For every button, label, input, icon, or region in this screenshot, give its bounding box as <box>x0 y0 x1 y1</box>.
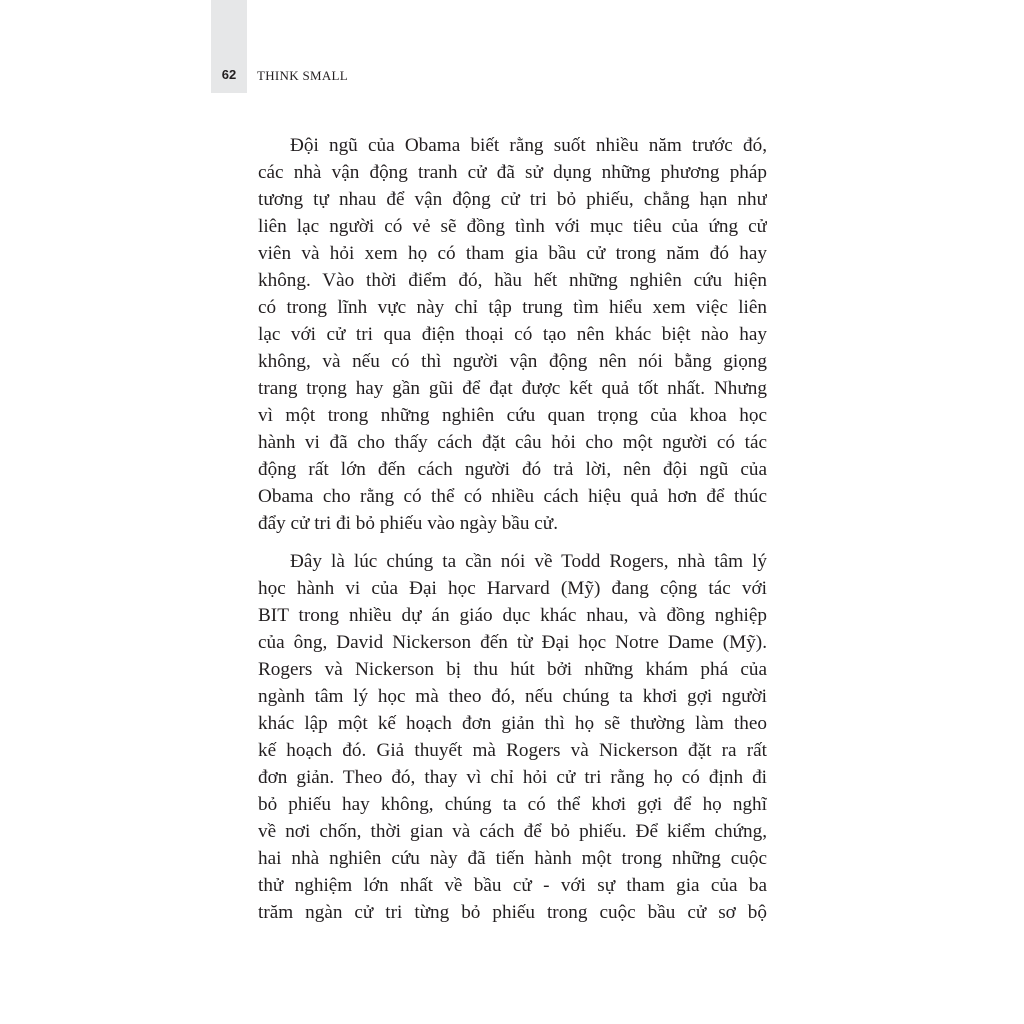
text-line: của ông, David Nickerson đến từ Đại học Notre Dame (Mỹ). <box>258 632 767 653</box>
text-line: đẩy cử tri đi bỏ phiếu vào ngày bầu cử. <box>258 513 559 534</box>
text-line: tương tự nhau để vận động cử tri bỏ phiếu, chẳng hạn như <box>258 189 767 210</box>
text-line: về nơi chốn, thời gian và cách để bỏ phiếu. Để kiểm chứng, <box>258 821 767 842</box>
text-line: khác lập một kế hoạch đơn giản thì họ sẽ thường làm theo <box>258 713 767 734</box>
text-line: liên lạc người có vẻ sẽ đồng tình với mục tiêu của ứng cử <box>258 216 767 237</box>
text-line: động rất lớn đến cách người đó trả lời, nên đội ngũ của <box>258 459 767 480</box>
text-line: trang trọng hay gần gũi để đạt được kết quả tốt nhất. Nhưng <box>258 378 767 399</box>
text-line: các nhà vận động tranh cử đã sử dụng những phương pháp <box>258 162 767 183</box>
text-line: hành vi đã cho thấy cách đặt câu hỏi cho một người có tác <box>258 432 767 453</box>
text-line: viên và hỏi xem họ có tham gia bầu cử trong năm đó hay <box>258 243 767 264</box>
text-line: có trong lĩnh vực này chỉ tập trung tìm hiểu xem việc liên <box>258 297 767 318</box>
text-line: Đội ngũ của Obama biết rằng suốt nhiều năm trước đó, <box>290 135 767 156</box>
paragraph-gap <box>258 537 767 548</box>
running-title: THINK SMALL <box>257 68 349 83</box>
text-line: vì một trong những nghiên cứu quan trọng của khoa học <box>258 405 767 426</box>
text-line: đơn giản. Theo đó, thay vì chỉ hỏi cử tri rằng họ có định đi <box>258 767 767 788</box>
text-line: không. Vào thời điểm đó, hầu hết những nghiên cứu hiện <box>258 270 767 291</box>
text-line: thử nghiệm lớn nhất về bầu cử - với sự tham gia của ba <box>258 875 767 896</box>
text-line: học hành vi của Đại học Harvard (Mỹ) đang cộng tác với <box>258 578 767 599</box>
text-line: không, và nếu có thì người vận động nên nói bằng giọng <box>258 351 767 372</box>
body-text <box>258 132 767 926</box>
text-line: trăm ngàn cử tri từng bỏ phiếu trong cuộc bầu cử sơ bộ <box>258 902 767 923</box>
text-line: Obama cho rằng có thể có nhiều cách hiệu quả hơn để thúc <box>258 486 767 507</box>
text-line: kế hoạch đó. Giả thuyết mà Rogers và Nickerson đặt ra rất <box>258 740 767 761</box>
text-line: hai nhà nghiên cứu này đã tiến hành một trong những cuộc <box>258 848 767 869</box>
paragraph-2 <box>258 548 767 926</box>
text-line: Rogers và Nickerson bị thu hút bởi những khám phá của <box>258 659 767 680</box>
text-line: bỏ phiếu hay không, chúng ta có thể khơi gợi để họ nghĩ <box>258 794 767 815</box>
page-number: 62 <box>221 67 237 82</box>
text-line: Đây là lúc chúng ta cần nói về Todd Rogers, nhà tâm lý <box>290 551 767 572</box>
text-line: ngành tâm lý học mà theo đó, nếu chúng ta khơi gợi người <box>258 686 767 707</box>
text-line: BIT trong nhiều dự án giáo dục khác nhau, và đồng nghiệp <box>258 605 767 626</box>
text-line: lạc với cử tri qua điện thoại có tạo nên khác biệt nào hay <box>258 324 767 345</box>
paragraph-1 <box>258 132 767 537</box>
